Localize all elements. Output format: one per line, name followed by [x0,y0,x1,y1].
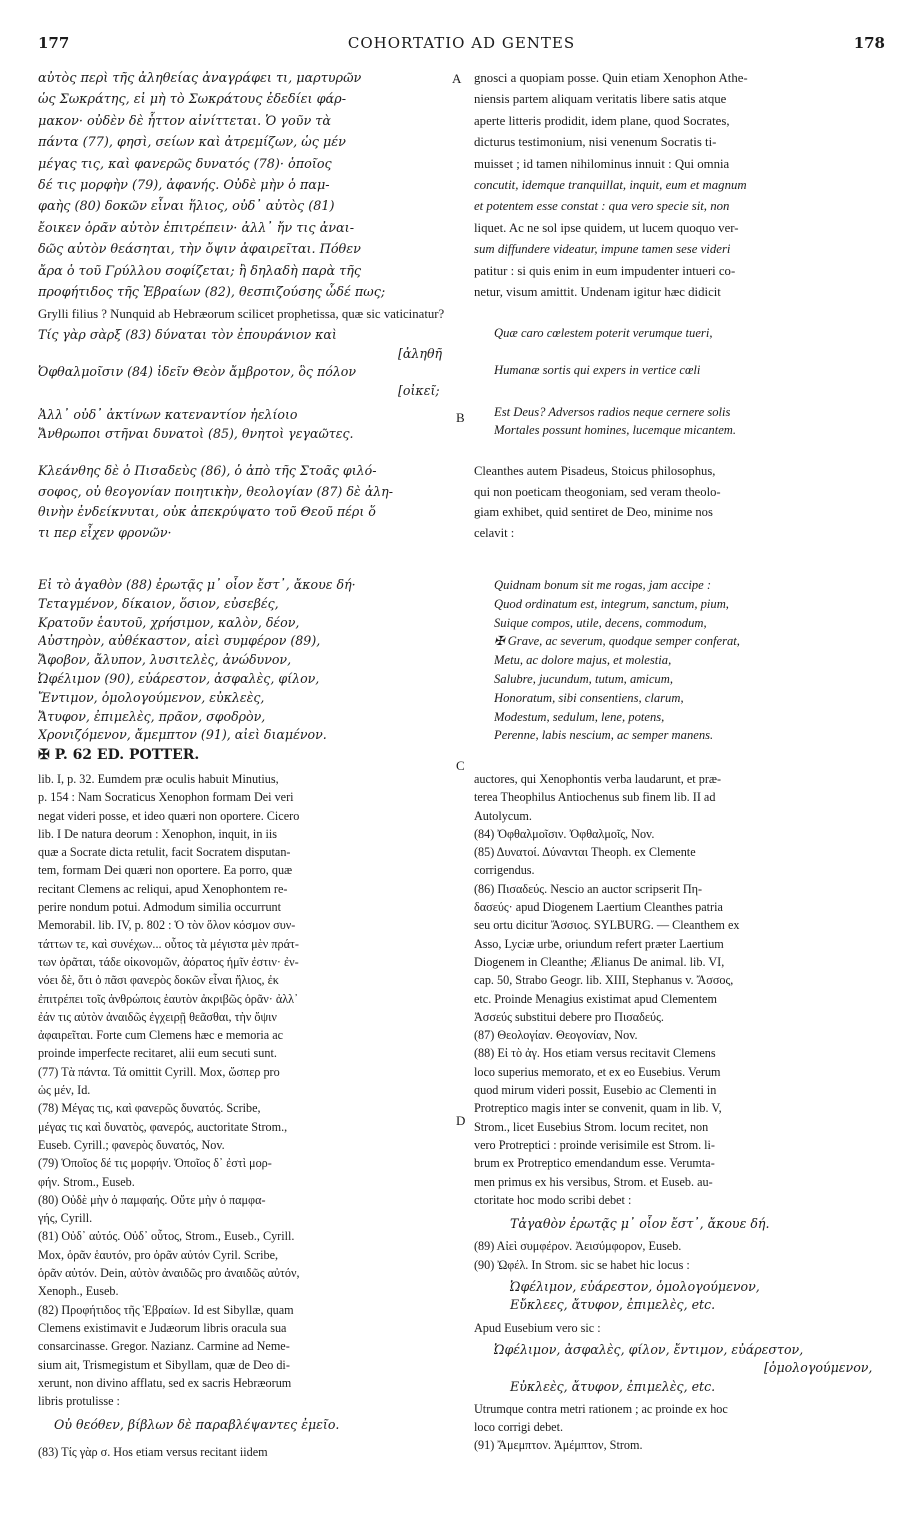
note-line: men primus ex his versibus, Strom. et Euseb. au- [474,1174,713,1189]
text-line: σοφος, οὐ θεογονίαν ποιητικὴν, θεολογίαν (87) δὲ ἀλη- [38,483,393,499]
note-line: Memorabil. lib. IV, p. 802 : Ὁ τὸν ὅλον κόσμον συν- [38,918,296,933]
note-line: vero Protreptici : proinde verisimile est Strom. li- [474,1137,715,1152]
note-verse-line: Οὐ θεόθεν, βίβλων δὲ παραβλέψαντες ἐμεῖο. [54,1417,340,1433]
notes-right-column [474,770,890,1455]
text-line: δέ τις μορφὴν (79), ἀφανής. Οὐδὲ μὴν ὁ παμ- [38,178,330,194]
note-line: (84) Ὀφθαλμοῖσιν. Ὀφθαλμοῖς, Nov. [474,826,655,841]
note-line: Autolycum. [474,808,532,823]
verse-line: Τίς γὰρ σὰρξ (83) δύναται τὸν ἐπουράνιον καὶ [38,327,337,342]
margin-letter-c: C [456,758,465,773]
text-line: gnosci a quopiam posse. Quin etiam Xenophon Athe- [474,71,748,85]
note-line: corrigendus. [474,863,535,878]
note-line: tem, formam Dei quæri non oportere. Ea porro, quæ [38,863,293,878]
note-line: (86) Πισαδεύς. Nescio an auctor scripserit Πη- [474,881,703,896]
verse-continuation: [ἀληθῆ [398,345,443,361]
verse-line: Quod ordinatum est, integrum, sanctum, pium, [494,596,729,611]
note-line: cap. 50, Strabo Geogr. lib. XIII, Stephanus v. Ἄσσος, [474,973,734,988]
note-line: (81) Οὐδ᾽ αὐτός. Οὐδ᾽ οὗτος, Strom., Euseb., Cyrill. [38,1229,295,1244]
margin-letter-d: D [456,1113,466,1128]
note-line: τάττων τε, καὶ συνέχων... οὗτος τὰ μέγιστα μὲν πράτ- [38,936,299,951]
text-line: μέγας τις, καὶ φανερῶς δυνατός (78)· ὁποῖος [38,156,332,172]
note-line: νόει δὲ, ὅτι ὁ πᾶσι φανερὸς δοκῶν εἶναι ἥλιος, ἐκ [38,973,279,988]
verse-line: Χρονιζόμενον, ἄμεμπτον (91), αἰεὶ διαμένον. [38,727,327,743]
note-line: terea Theophilus Antiochenus sub finem lib. II ad [474,790,716,805]
note-line: των ὁρᾶται, τάδε οἰκονομῶν, ἀόρατος ἡμῖν ἐστιν· ἐν- [38,954,299,969]
running-header [0,34,923,56]
text-line: qui non poeticam theogoniam, sed veram theolo- [474,484,721,499]
note-line: perire nondum potui. Admodum similia occurrunt [38,900,282,915]
note-line: (89) Αἰεὶ συμφέρον. Ἀεισύμφορον, Euseb. [474,1239,682,1254]
text-line: φαὴς (80) δοκῶν εἶναι ἥλιος, οὐδ᾽ αὐτὸς (81) [38,199,335,215]
verse-line: Suique compos, utile, decens, commodum, [494,615,707,630]
notes-left-column [38,770,450,1461]
text-line: et potentem esse constat : qua vero specie sit, non [474,199,730,214]
note-line: (77) Τὰ πάντα. Τά omittit Cyrill. Mox, ὥσπερ pro [38,1064,280,1079]
spanning-line [38,304,890,325]
verse-line: Humanæ sortis qui expers in vertice cœli [494,363,701,377]
note-line: Clemens existimavit e Judæorum libris oracula sua [38,1320,287,1335]
verse-line: Ἄφοβον, ἄλυπον, λυσιτελὲς, ἀνώδυνον, [38,652,292,668]
greek-verse-1 [38,326,450,443]
verse-line: Quæ caro cœlestem poterit verumque tueri, [494,326,713,340]
text-line: πάντα (77), φησὶ, σείων καὶ ἀτρεμίζων, ὡς μέν [38,135,346,151]
note-line: (82) Προφήτιδος τῆς Ἑβραίων. Id est Sibyllæ, quam [38,1302,294,1317]
note-line: Mox, ὁρᾶν ἑαυτόν, pro ὁρᾶν αὐτόν Cyril. Scribe, [38,1247,279,1262]
text-line: ὡς Σωκράτης, εἰ μὴ τὸ Σωκράτους ἐδεδίει φάρ- [38,92,347,108]
verse-line: Ὠφέλιμον (90), εὐάρεστον, ἀσφαλὲς, φίλον, [38,670,320,686]
note-line: brum ex Protreptico emendandum esse. Verumta- [474,1156,715,1171]
verse-line: Κρατοῦν ἑαυτοῦ, χρήσιμον, καλὸν, δέον, [38,614,300,630]
note-line: φήν. Strom., Euseb. [38,1174,135,1189]
note-line: negat videri posse, et ideo quæri non oportere. Cicero [38,808,300,823]
note-verse-line: Τἀγαθὸν ἐρωτᾷς μ᾽ οἷον ἔστ᾽, ἄκουε δή. [510,1216,770,1232]
note-verse-continuation: [ὁμολογούμενον, [764,1360,873,1376]
text-line: Κλεάνθης δὲ ὁ Πισαδεὺς (86), ὁ ἀπὸ τῆς Στοᾶς φιλό- [38,463,377,478]
verse-line: Modestum, sedulum, lene, potens, [494,709,665,724]
note-line: Asso, Lyciæ urbe, oriundum refert præter Laertium [474,936,724,951]
running-title: COHORTATIO AD GENTES [347,34,576,52]
note-line: sium ait, Trismegistum et Sibyllam, quæ de Deo di- [38,1357,290,1372]
note-line: (87) Θεολογίαν. Θεογονίαν, Nov. [474,1028,638,1043]
note-line: (85) Δυνατοί. Δύνανται Theoph. ex Clemente [474,845,696,860]
text-line: μακον· οὐδὲν δὲ ἧττον αἰνίττεται. Ὁ γοῦν τὰ [38,113,332,129]
page-number-right: 178 [853,34,885,52]
note-line: (91) Ἄμεμπτον. Ἀμέμπτον, Strom. [474,1438,643,1453]
text-line: aperte litteris prodidit, idem plane, quod Socrates, [474,113,730,128]
margin-letter-b: B [456,410,465,425]
text-line: Cleanthes autem Pisadeus, Stoicus philosophus, [474,464,716,478]
verse-line: ✠ Grave, ac severum, quodque semper conferat, [494,634,740,649]
greek-text-block-2 [38,461,450,543]
note-line: ἀφαιρεῖται. Forte cum Clemens hæc e memoria ac [38,1028,284,1043]
greek-verse-2 [38,576,450,745]
note-line: p. 154 : Nam Socraticus Xenophon formam Dei veri [38,790,294,805]
note-line: Xenoph., Euseb. [38,1284,119,1299]
text-line: patitur : si quis enim in eum impudenter intueri co- [474,263,736,278]
text-line: celavit : [474,525,515,540]
greek-text-block-1 [38,68,450,303]
verse-line: Metu, ac dolore majus, et molestia, [494,653,672,668]
note-line: loco corrigi debet. [474,1420,564,1435]
note-line: δασεύς· apud Diogenem Laertium Cleanthes patria [474,900,723,915]
verse-line: Ἄνθρωποι στῆναι δυνατοὶ (85), θνητοὶ γεγαῶτες. [38,425,354,441]
text-line: muisset ; id tamen nihilominus innuit : Qui omnia [474,156,730,171]
text-line: τι περ εἶχεν φρονῶν· [38,524,172,540]
verse-line: Ὀφθαλμοῖσιν (84) ἰδεῖν Θεὸν ἄμβροτον, ὃς πόλον [38,364,357,379]
note-verse-line: Εὐκλεὲς, ἄτυφον, ἐπιμελὲς, etc. [510,1378,716,1394]
note-line: Utrumque contra metri rationem ; ac proinde ex hoc [474,1401,728,1416]
note-line: recitant Clemens ac reliqui, apud Xenophontem re- [38,881,288,896]
margin-letter-a: A [452,71,462,86]
verse-line: Est Deus? Adversos radios neque cernere solis [494,405,731,419]
verse-continuation: [οἰκεῖ; [398,382,440,398]
verse-line: Mortales possunt homines, lucemque micantem. [494,423,737,437]
text-line: δῶς αὐτὸν θεάσηται, τὴν ὄψιν ἀφαιρεῖται. Πόθεν [38,242,361,258]
latin-text-block-2 [474,461,890,543]
note-line: seu ortu dicitur Ἄσσιος. SYLBURG. — Cleanthem ex [474,918,740,933]
page-number-left: 177 [38,34,70,52]
text-line: sum diffundere videatur, impune tamen sese videri [474,242,731,257]
verse-line: Ἄτυφον, ἐπιμελὲς, πρᾶον, σφοδρὸν, [38,708,266,724]
text-line: προφήτιδος τῆς Ἑβραίων (82), θεσπιζούσης ὧδέ πως; [38,285,386,301]
note-line: (78) Μέγας τις, καὶ φανερῶς δυνατός. Scribe, [38,1101,261,1116]
text-line: dicturus testimonium, nisi venenum Socratis ti- [474,135,717,150]
verse-line: Εἰ τὸ ἀγαθὸν (88) ἐρωτᾷς μ᾽ οἷον ἔστ᾽, ἄκουε δή· [38,577,356,592]
note-line: Apud Eusebium vero sic : [474,1320,601,1335]
note-verse-line: Εὔκλεες, ἄτυφον, ἐπιμελὲς, etc. [510,1297,716,1313]
text-line: netur, visum amittit. Undenam igitur hæc didicit [474,285,721,300]
text-line: αὐτὸς περὶ τῆς ἀληθείας ἀναγράφει τι, μαρτυρῶν [38,71,362,86]
note-line: (79) Ὁποῖος δέ τις μορφήν. Ὁποῖος δ᾽ ἐστὶ μορ- [38,1156,272,1171]
verse-line: Honoratum, sibi consentiens, clarum, [494,690,684,705]
note-line: proinde imperfecte recitaret, alii eum secuti sunt. [38,1046,277,1061]
note-verse-line: Ὠφέλιμον, εὐάρεστον, ὁμολογούμενον, [510,1279,760,1295]
note-line: auctores, qui Xenophontis verba laudarunt, et præ- [474,772,722,786]
note-line: ὡς μέν, Id. [38,1083,91,1098]
text-line: ἄρα ὁ τοῦ Γρύλλου σοφίζεται; ἢ δηλαδὴ παρὰ τῆς [38,263,362,279]
text-line: θινὴν ἐνδείκνυται, οὐκ ἀπεκρύψατο τοῦ Θεοῦ πέρι ὅ [38,504,376,519]
note-verse-line: Ὠφέλιμον, ἀσφαλὲς, φίλον, ἔντιμον, εὐάρεστον, [494,1341,804,1357]
verse-line: Ἀλλ᾽ οὐδ᾽ ἀκτίνων κατεναντίον ἠελίοιο [38,407,298,422]
note-line: ἐάν τις αὐτὸν ἀναιδῶς ἐγχειρῇ θεᾶσθαι, τὴν ὄψιν [38,1009,277,1024]
note-line: quæ a Socrate dicta retulit, facit Socratem disputan- [38,845,291,860]
note-line: quod mirum videri possit, Eusebio ac Clementi in [474,1083,717,1098]
note-line: ἐπιτρέπει τοῖς ἀνθρώποις ἑαυτὸν ἀκριβῶς ὁρᾶν· ἀλλ᾽ [38,991,299,1006]
note-line: Euseb. Cyrill.; φανερὸς δυνατός, Nov. [38,1137,225,1152]
verse-line: Αὐστηρὸν, αὐθέκαστον, αἰεὶ συμφέρον (89), [38,633,321,649]
note-line: ctoritate hoc modo scribi debet : [474,1192,632,1207]
note-line: etc. Proinde Menagius existimat apud Clementem [474,991,718,1006]
verse-line: Perenne, labis nescium, ac semper manens. [494,728,714,743]
note-line: Strom., licet Eusebius Strom. locum recitet, non [474,1119,709,1134]
note-line: μέγας τις καὶ δυνατὸς, φανερός, auctoritate Strom., [38,1119,288,1134]
note-line: libris protulisse : [38,1394,120,1409]
note-line: xerunt, non divino afflatu, sed ex sacris Hebræorum [38,1375,292,1390]
note-line: (80) Οὐδὲ μὴν ὁ παμφαής. Οὔτε μὴν ὁ παμφα- [38,1192,266,1207]
verse-line: Ἔντιμον, ὁμολογούμενον, εὐκλεὲς, [38,689,265,705]
verse-line: Τεταγμένον, δίκαιον, ὅσιον, εὐσεβές, [38,595,279,611]
text-line: niensis partem aliquam veritatis libere satis atque [474,92,727,107]
note-line: ὁρᾶν αὑτόν. Dein, αὐτὸν ἀναιδῶς pro ἀναιδῶς αὐτόν, [38,1266,300,1281]
text-line: Grylli filius ? Nunquid ab Hebræorum scilicet prophetissa, quæ sic vaticinatur? [38,307,445,321]
text-line: concutit, idemque tranquillat, inquit, eum et magnum [474,178,747,193]
note-line: consarcinasse. Gregor. Nazianz. Carmine ad Neme- [38,1339,290,1354]
note-line: (90) Ὠφέλ. In Strom. sic se habet hic locus : [474,1257,690,1272]
note-line: (88) Εἰ τὸ ἀγ. Hos etiam versus recitavit Clemens [474,1046,716,1061]
note-line: lib. I De natura deorum : Xenophon, inquit, in iis [38,826,277,841]
text-line: liquet. Ac ne sol ipse quidem, ut lucem quoquo ver- [474,220,739,235]
verse-line: Quidnam bonum sit me rogas, jam accipe : [494,578,712,592]
latin-text-block-1 [474,68,890,303]
note-line: γής, Cyrill. [38,1211,93,1226]
note-line: lib. I, p. 32. Eumdem præ oculis habuit Minutius, [38,772,279,786]
note-line: loco superius memorato, et ex eo Eusebius. Verum [474,1064,721,1079]
note-line: Protreptico magis inter se convenit, quam in lib. V, [474,1101,722,1116]
note-line: Diogenem in Cleanthe; Ælianus De animal. lib. VI, [474,954,725,969]
verse-line: Salubre, jucundum, tutum, amicum, [494,671,673,686]
text-line: ἔοικεν ὁρᾶν αὐτὸν ἐπιτρέπειν· ἀλλ᾽ ἤν τις ἀναι- [38,220,355,236]
edition-marker: ✠ P. 62 ED. POTTER. [38,747,200,763]
latin-verse-2 [494,576,890,745]
note-line: (83) Τίς γὰρ σ. Hos etiam versus recitant iidem [38,1444,268,1459]
note-line: Ἀσσεύς substitui debere pro Πισαδεύς. [474,1009,664,1024]
text-line: giam exhibet, quid sentiret de Deo, minime nos [474,505,713,519]
